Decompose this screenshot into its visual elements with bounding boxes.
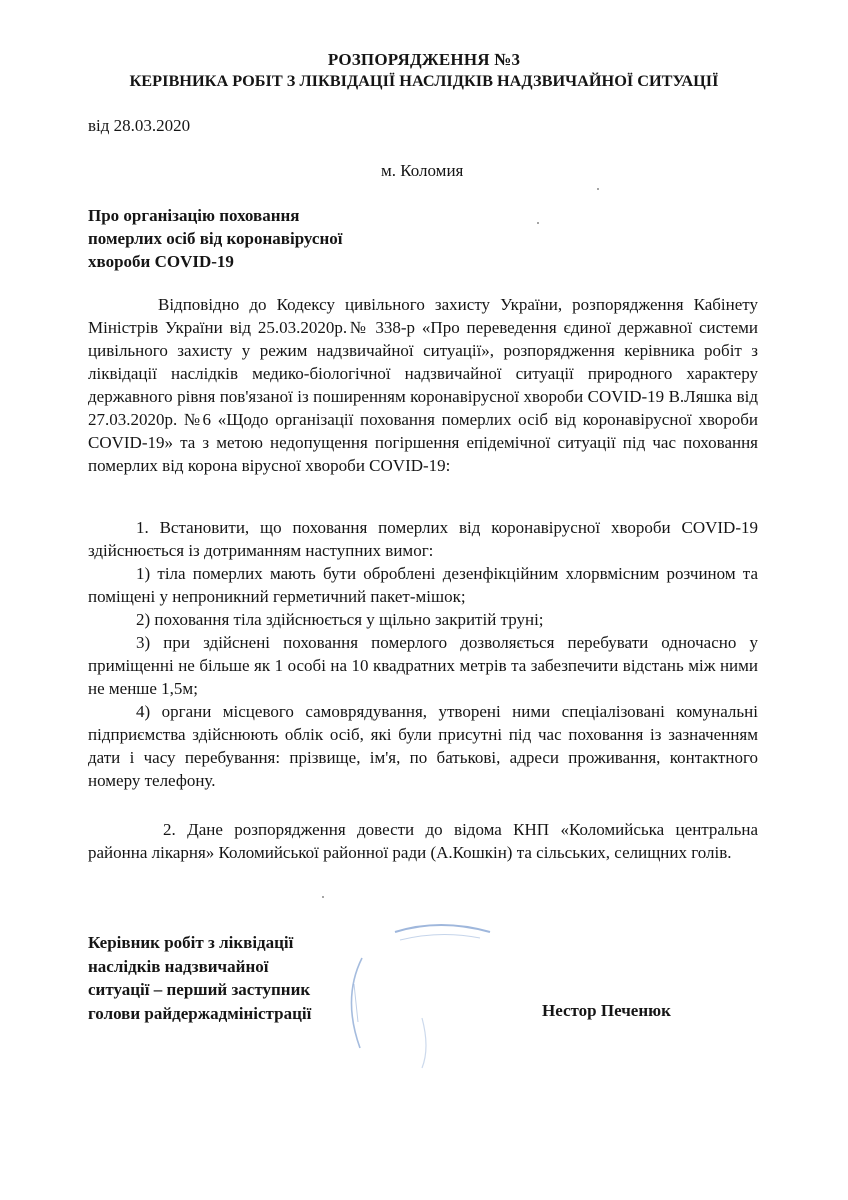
subject-line-1: Про організацію поховання <box>88 206 300 225</box>
document-subtitle: КЕРІВНИКА РОБІТ З ЛІКВІДАЦІЇ НАСЛІДКІВ НАДЗВИЧАЙНОЇ СИТУАЦІЇ <box>129 71 719 90</box>
requirements-section <box>88 516 758 792</box>
closing-section <box>88 818 758 864</box>
document-date: від 28.03.2020 <box>88 116 191 135</box>
subject-line-3: хвороби COVID-19 <box>88 252 234 271</box>
document-subject <box>88 204 418 273</box>
item-1: 1. Встановити, що поховання померлих від коронавірусної хвороби COVID-19 здійснюється із дотриманням наступних вимог: <box>88 518 758 560</box>
subject-line-2: померлих осіб від коронавірусної <box>88 229 343 248</box>
scan-speck <box>597 188 599 190</box>
document-title: РОЗПОРЯДЖЕННЯ №3 <box>327 50 521 69</box>
signatory-line-2: наслідків надзвичайної <box>88 956 269 976</box>
signatory-title <box>88 931 388 1025</box>
signatory-line-3: ситуації – перший заступник <box>88 980 311 999</box>
intro-section <box>88 293 758 477</box>
subitem-4: 4) органи місцевого самоврядування, утворені ними спеціалізовані комунальні підприємства здійснюють облік осіб, які були присутні під час поховання із зазначенням дати і часу перебування: прізвище, ім'я, по батькові, адреси проживання, контактного номеру телефону. <box>88 702 758 790</box>
subitem-3: 3) при здійснені поховання померлого дозволяється перебувати одночасно у приміщенні не більше як 1 особі на 10 квадратних метрів та забезпечити відстань між ними не менше 1,5м; <box>88 633 758 698</box>
subitem-1: 1) тіла померлих мають бути оброблені дезенфікційним хлорвмісним розчином та поміщені у непроникний герметичний пакет-мішок; <box>88 564 758 606</box>
scan-speck <box>322 896 324 898</box>
document-city: м. Коломия <box>381 161 464 180</box>
signatory-name: Нестор Печенюк <box>542 1001 671 1020</box>
scan-speck <box>537 222 539 224</box>
signatory-line-4: голови райдержадміністрації <box>88 1003 312 1023</box>
signatory-line-1: Керівник робіт з ліквідації <box>88 933 294 952</box>
closing-paragraph: 2. Дане розпорядження довести до відома КНП «Коломийська центральна районна лікарня» Коломийської районної ради (А.Кошкін) та сільських, селищних голів. <box>88 820 758 862</box>
subitem-2: 2) поховання тіла здійснюється у щільно закритій труні; <box>136 610 544 629</box>
intro-paragraph: Відповідно до Кодексу цивільного захисту України, розпорядження Кабінету Міністрів України від 25.03.2020р.№ 338-р «Про переведення єдиної державної системи цивільного захисту у режим надзвичайної ситуації», розпорядження керівника робіт з ліквідації наслідків медико-біологічної надзвичайної ситуації природного характеру державного рівня пов'язаної із поширенням коронавірусної хвороби COVID-19 В.Ляшка від 27.03.2020р. №6 «Щодо організації поховання померлих осіб від коронавірусної хвороби COVID-19» та з метою недопущення погіршення епідемічної ситуації під час поховання померлих від корона вірусної хвороби COVID-19: <box>88 295 758 475</box>
